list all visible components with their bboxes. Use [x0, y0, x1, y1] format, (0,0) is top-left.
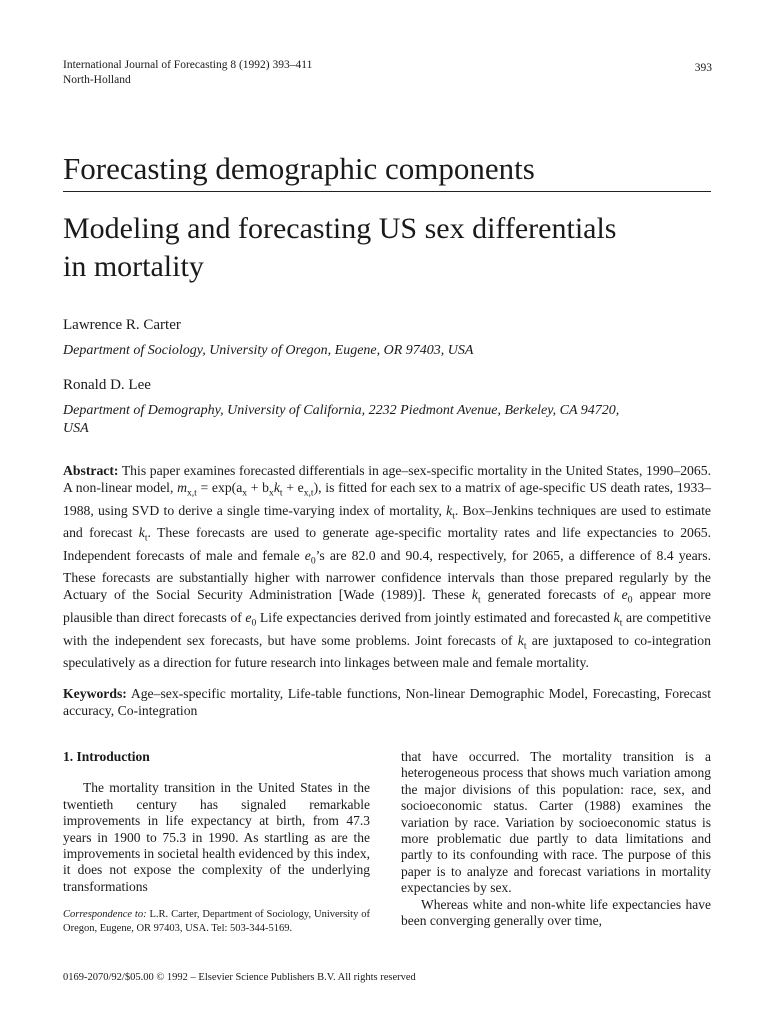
body-column-left: [63, 749, 370, 895]
page-number: 393: [694, 62, 712, 74]
affiliation-2-line-1: Department of Demography, University of California, 2232 Piedmont Avenue, Berkeley, CA 94720,: [63, 403, 620, 418]
keywords: [63, 685, 711, 719]
section-heading: Forecasting demographic components: [63, 150, 711, 192]
author-affiliation-2: [63, 402, 713, 438]
introduction-paragraph-right-2: Whereas white and non-white life expectancies have been converging generally over time,: [401, 896, 711, 929]
publisher-line: North-Holland: [63, 74, 131, 86]
journal-citation: International Journal of Forecasting 8 (1992) 393–411: [63, 59, 313, 71]
title-line-2: in mortality: [63, 250, 204, 283]
article-title: [63, 210, 723, 286]
running-head: [63, 58, 663, 88]
correspondence-footnote: [63, 908, 370, 935]
footnote-label: Correspondence to:: [63, 909, 147, 920]
introduction-paragraph-right-1: that have occurred. The mortality transition is a heterogeneous process that shows much variation among the major divisions of this population: race, sex, and socioeconomic status. Carter (1988) examines the variation by race. Variation by socioeconomic status is more problematic due partly to data limitations and partly to its confounding with race. The purpose of this paper is to analyze and forecast variations in mortality expectancies by sex.: [401, 749, 711, 896]
body-column-right: [401, 749, 711, 929]
introduction-paragraph-left: The mortality transition in the United States in the twentieth century has signaled remarkable improvements in life expectancy at birth, from 47.3 years in 1900 to 75.3 in 1990. As startling as are the improvements in societal health evidenced by this index, it does not expose the complexity of the underlying transformations: [63, 780, 370, 894]
title-line-1: Modeling and forecasting US sex differentials: [63, 212, 617, 245]
author-name-2: Ronald D. Lee: [63, 377, 151, 393]
introduction-heading: 1. Introduction: [63, 749, 150, 764]
affiliation-2-line-2: USA: [63, 421, 89, 436]
abstract-label: Abstract:: [63, 463, 119, 478]
author-name-1: Lawrence R. Carter: [63, 317, 181, 333]
abstract: Abstract: This paper examines forecasted differentials in age–sex-specific mortality in the United States, 1990–2065. A non-linear model, $m_{x,t} = \exp(a_x + b_xk_t + e_{x,t})$, is fitted for each sex to a matrix of age-specific US death rates, 1933–1988, using SVD to derive a single time-varying index of mortality, $k_t$. Box–Jenkins techniques are used to estimate and forecast $k_t$. These forecasts are used to generate age-specific mortality rates and life expectancies to 2065. Independent forecasts of male and female $e_0’s$ are 82.0 and 90.4, respectively, for 2065, a difference of 8.4 years. These forecasts are substantially higher with narrower confidence intervals than those prepared regularly by the Actuary of the Social Security Administration [Wade (1989)]. These $k_t$ generated forecasts of $e_0$ appear more plausible than direct forecasts of $e_0$ Life expectancies derived from jointly estimated and forecasted $k_t$ are competitive with the independent sex forecasts, but have some problems. Joint forecasts of $k_t$ are juxtaposed to co-integration speculatively as a direction for future research into linkages between male and female mortality.: [63, 463, 712, 671]
affiliation-1-line-1: Department of Sociology, University of Oregon, Eugene, OR 97403, USA: [63, 343, 474, 358]
copyright-imprint: 0169-2070/92/$05.00 © 1992 – Elsevier Science Publishers B.V. All rights reserved: [63, 972, 416, 983]
author-affiliation-1: [63, 342, 713, 360]
keywords-label: Keywords:: [63, 686, 127, 701]
footnote-text: L.R. Carter, Department of Sociology, University of Oregon, Eugene, OR 97403, USA. Tel: 503-344-5169.: [63, 909, 370, 934]
keywords-text: Age–sex-specific mortality, Life-table functions, Non-linear Demographic Model, Forecasting, Forecast accuracy, Co-integration: [63, 686, 711, 718]
